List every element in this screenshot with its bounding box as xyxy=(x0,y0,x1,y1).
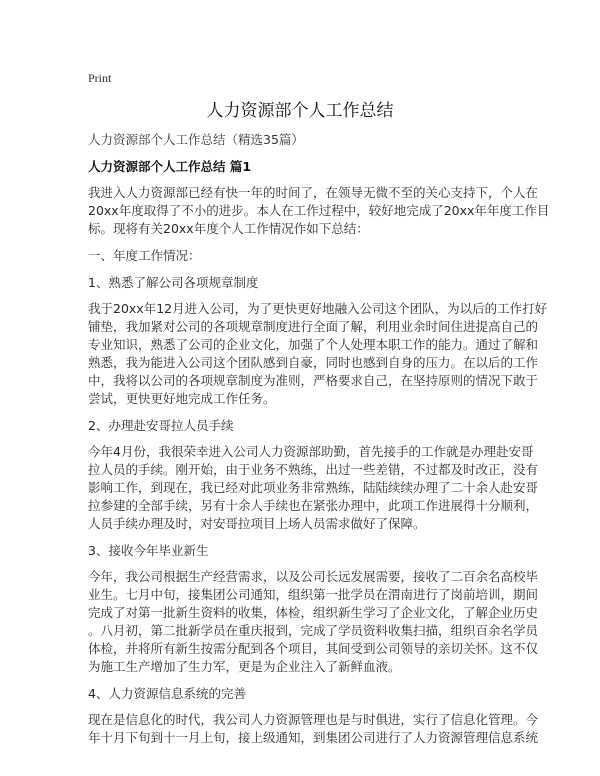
paragraph-line: 为施工生产增加了生力军，更是为企业注入了新鲜血液。 xyxy=(88,659,401,674)
print-label[interactable]: Print xyxy=(88,71,112,85)
item-heading-2: 2、办理赴安哥拉人员手续 xyxy=(88,418,234,433)
paragraph-line: 拉人员的手续。刚开始，由于业务不熟练，出过一些差错，不过都及时改正，没有 xyxy=(88,462,539,477)
item-paragraph-1 xyxy=(88,300,548,408)
paragraph-line: 专业知识，熟悉了公司的企业文化，加强了个人处理本职工作的能力。通过了解和 xyxy=(88,337,539,352)
item-paragraph-4 xyxy=(88,711,539,747)
paragraph-line: 中，我将以公司的各项规章制度为准则，严格要求自己，在坚持原则的情况下敢于 xyxy=(88,373,539,388)
paragraph-line: 业生。七月中旬，接集团公司通知，组织第一批学员在渭南进行了岗前培训，期间 xyxy=(88,587,539,602)
paragraph-line: 体检，并将所有新生按需分配到各个项目，其间受到公司领导的亲切关怀。这不仅 xyxy=(88,641,539,656)
paragraph-line: 熟悉，我为能进入公司这个团队感到自豪，同时也感到自身的压力。在以后的工作 xyxy=(88,355,539,370)
paragraph-line: 今年，我公司根据生产经营需求，以及公司长远发展需要，接收了二百余名高校毕 xyxy=(88,569,539,584)
paragraph-line: 铺垫，我加紧对公司的各项规章制度进行全面了解，利用业余时间住进提高自己的 xyxy=(88,319,539,334)
paragraph-line: 。八月初，第二批新学员在重庆报到，完成了学员资料收集扫描，组织百余名学员 xyxy=(88,623,539,638)
document-subtitle: 人力资源部个人工作总结（精选35篇） xyxy=(88,132,304,147)
document-title: 人力资源部个人工作总结 xyxy=(206,101,394,121)
paragraph-line: 我进入人力资源部已经有快一年的时间了，在领导无微不至的关心支持下，个人在 xyxy=(88,185,539,200)
paragraph-line: 我于20xx年12月进入公司，为了更快更好地融入公司这个团队，为以后的工作打好 xyxy=(88,301,548,316)
paragraph-line: 年十月下旬到十一月上旬，接上级通知，到集团公司进行了人力资源管理信息系统 xyxy=(88,730,539,745)
item-paragraph-2 xyxy=(88,443,539,533)
item-paragraph-3 xyxy=(88,568,539,676)
paragraph-line: 今年4月份，我很荣幸进入公司人力资源部助勤，首先接手的工作就是办理赴安哥 xyxy=(88,444,534,459)
paragraph-line: 完成了对第一批新生资料的收集，体检，组织新生学习了企业文化，了解企业历史 xyxy=(88,605,539,620)
intro-paragraph xyxy=(88,184,550,238)
paragraph-line: 20xx年度取得了不小的进步。本人在工作过程中，较好地完成了20xx年年度工作目 xyxy=(88,203,550,218)
part-heading: 一、年度工作情况： xyxy=(88,248,201,263)
paragraph-line: 影响工作，到现在，我已经对此项业务非常熟练，陆陆续续办理了二十余人赴安哥 xyxy=(88,480,539,495)
item-heading-4: 4、人力资源信息系统的完善 xyxy=(88,686,246,701)
paragraph-line: 拉参建的全部手续，另有十余人手续也在紧张办理中，此项工作进展得十分顺利， xyxy=(88,498,539,513)
item-heading-3: 3、接收今年毕业新生 xyxy=(88,543,209,558)
section-heading: 人力资源部个人工作总结 篇1 xyxy=(88,159,252,174)
document-page xyxy=(88,70,550,747)
paragraph-line: 人员手续办理及时，对安哥拉项目上场人员需求做好了保障。 xyxy=(88,516,426,531)
item-heading-1: 1、熟悉了解公司各项规章制度 xyxy=(88,275,259,290)
paragraph-line: 尝试，更快更好地完成工作任务。 xyxy=(88,391,276,406)
paragraph-line: 现在是信息化的时代，我公司人力资源管理也是与时俱进，实行了信息化管理。今 xyxy=(88,712,539,727)
paragraph-line: 标。现将有关20xx年度个人工作情况作如下总结： xyxy=(88,221,369,236)
